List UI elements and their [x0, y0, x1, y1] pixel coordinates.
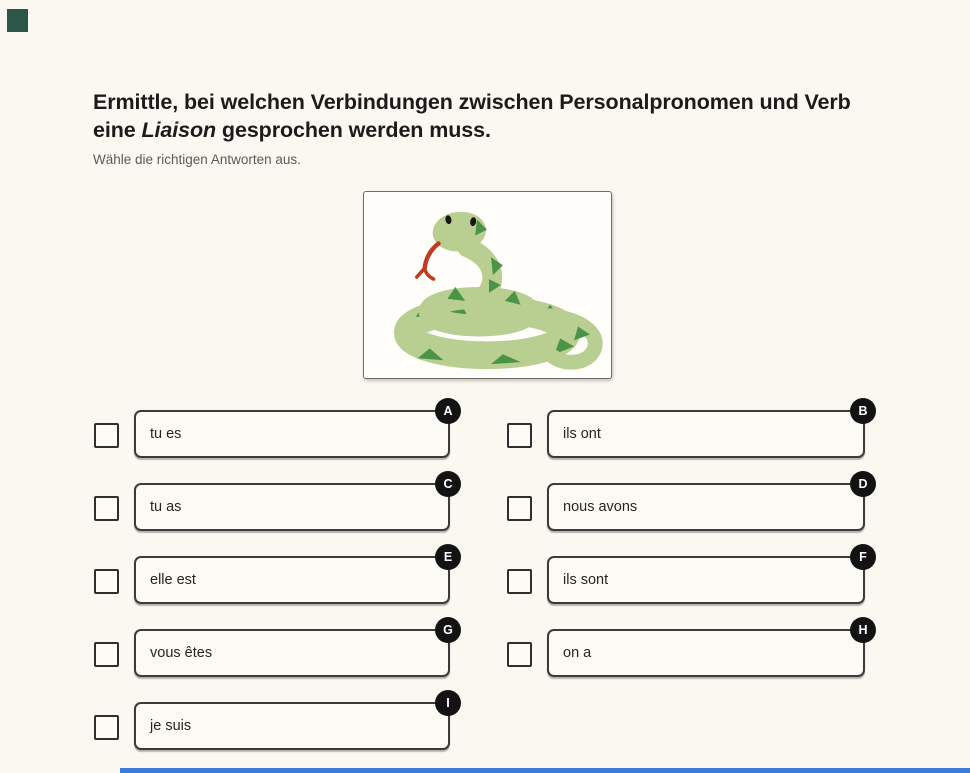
answer-option-h[interactable] [547, 623, 868, 677]
title-italic-term: Liaison [141, 118, 217, 142]
checkbox-option-h[interactable] [507, 642, 532, 667]
checkbox-option-b[interactable] [507, 423, 532, 448]
task-instruction: Wähle die richtigen Antworten aus. [93, 152, 301, 167]
title-part2: gesprochen werden muss. [216, 118, 491, 142]
title-part1: Ermittle, bei welchen Verbindungen zwischen Personalpronomen und Verb eine [93, 90, 851, 142]
answer-option-i[interactable] [134, 696, 450, 750]
bottom-progress-line [120, 768, 970, 773]
task-title [93, 88, 875, 144]
letter-badge-h: H [850, 617, 876, 643]
checkbox-option-d[interactable] [507, 496, 532, 521]
checkbox-option-i[interactable] [94, 715, 119, 740]
answer-label: tu es [150, 426, 182, 442]
green-corner-square [7, 9, 28, 32]
letter-badge-b: B [850, 398, 876, 424]
answer-label: ils sont [563, 572, 609, 588]
answer-option-d[interactable] [547, 477, 868, 531]
answer-label: vous êtes [150, 645, 213, 661]
letter-badge-f: F [850, 544, 876, 570]
letter-badge-c: C [435, 471, 461, 497]
letter-badge-g: G [435, 617, 461, 643]
answer-label: tu as [150, 499, 182, 515]
letter-badge-d: D [850, 471, 876, 497]
answer-option-a[interactable] [134, 404, 453, 458]
cartoon-snake-icon [364, 192, 611, 378]
checkbox-option-g[interactable] [94, 642, 119, 667]
letter-badge-i: I [435, 690, 461, 716]
answer-label: on a [563, 645, 592, 661]
answer-option-g[interactable] [134, 623, 453, 677]
answer-option-b[interactable] [547, 404, 868, 458]
checkbox-option-a[interactable] [94, 423, 119, 448]
letter-badge-a: A [435, 398, 461, 424]
answer-label: ils ont [563, 426, 601, 442]
answer-label: nous avons [563, 499, 638, 515]
checkbox-option-f[interactable] [507, 569, 532, 594]
illustration-card [363, 191, 612, 379]
answer-label: elle est [150, 572, 196, 588]
answer-option-c[interactable] [134, 477, 453, 531]
answer-option-f[interactable] [547, 550, 867, 604]
letter-badge-e: E [435, 544, 461, 570]
checkbox-option-c[interactable] [94, 496, 119, 521]
answer-label: je suis [150, 718, 192, 734]
checkbox-option-e[interactable] [94, 569, 119, 594]
answer-option-e[interactable] [134, 550, 453, 604]
